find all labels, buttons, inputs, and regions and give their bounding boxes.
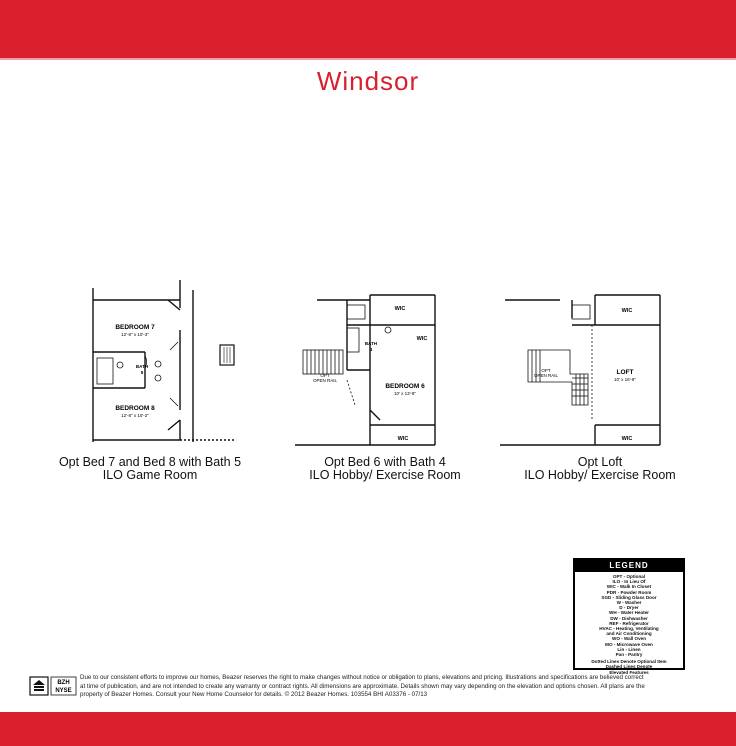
plan-caption-1-line-2: ILO Game Room [102,468,198,482]
room-label-wic-bottom: WIC [397,436,409,442]
plan-caption-3 [500,456,700,482]
plan-caption-1 [50,456,250,482]
room-label-loft: LOFT [616,369,634,376]
floor-plan-1 [80,270,245,450]
plan-caption-3-line-1: Opt Loft [577,455,623,469]
legend-note-dotted: Dotted Lines Denote Optional Item [591,659,667,665]
legal-disclaimer: Due to our consistent efforts to improve our homes, Beazer reserves the right to make changes without notice or obligation to plans, elevations and pricing. Illustrations and specifications are believed correct at time of publication, and are not intended to create any warranty or contract rights. All dimensions are approximate. Details shown may vary depending on the elevation and options chosen. All plans are the property of Beazer Homes. Consult your New Home Counselor for details. © 2012 Beazer Homes. 103554 BHI A03376 - 07/13 [80,674,645,699]
legend-item: Pan - Pantry [615,652,643,658]
room-number-bath-4: 4 [369,347,373,352]
plan-caption-2 [285,456,485,482]
floor-plan-3 [500,270,665,450]
logo-nyse-text: NYSE [55,688,72,694]
room-number-bath-5: 5 [140,370,144,375]
legend-item: and Air Conditioning [606,631,652,637]
top-banner-rule [0,58,736,60]
legend-item: Lin - Linen [617,646,641,652]
plan-caption-3-line-2: ILO Hobby/ Exercise Room [524,468,676,482]
legend-item: WH - Water Heater [609,610,649,616]
equal-housing-icon [30,677,48,695]
legend-item: D - Dryer [619,605,639,611]
room-label-wic-mid: WIC [416,336,428,342]
plan-caption-2-line-1: Opt Bed 6 with Bath 4 [324,455,446,469]
room-label-bedroom-7: BEDROOM 7 [115,324,155,331]
bottom-banner [0,712,736,746]
room-dim-bedroom-6: 10' x 13'-8" [393,391,417,396]
logo-bzh-text: BZH [57,680,70,686]
room-label-bath-5: BATH [135,364,149,369]
room-label-wic-bottom: WIC [621,436,633,442]
top-banner [0,0,736,58]
legend-item: HVAC - Heating, Ventilating [599,626,659,632]
legend-item: W - Washer [616,600,642,606]
legend-item: DW - Dishwasher [610,615,648,621]
legend-item: ILO - In Lieu Of [612,579,646,585]
plan-caption-1-line-1: Opt Bed 7 and Bed 8 with Bath 5 [58,455,242,469]
footer-logos [28,674,78,698]
legend-notes [575,659,683,675]
legend-item: OPT - Optional [612,574,646,579]
room-label-bath-4: BATH [364,341,378,346]
legend-item: SGD - Sliding Glass Door [601,594,657,600]
room-label-bedroom-6: BEDROOM 6 [385,383,425,390]
legend-item: WO - Wall Oven [611,636,647,642]
legend-item: PDR - Powder Room [606,589,652,595]
room-label-wic-top: WIC [394,306,406,312]
room-label-wic-top: WIC [621,308,633,314]
floor-plan-2 [295,270,445,450]
nyse-logo [51,677,76,695]
legend-item: REF - Refrigerator [609,620,649,626]
stair-label-open-rail: OPEN RAIL [312,378,338,383]
legend-item: MO - Microwave Oven [605,641,653,647]
room-dim-bedroom-7: 12'-8" x 10'-3" [121,332,149,337]
legend-title: LEGEND [575,560,683,572]
page-title: Windsor [316,66,420,96]
room-dim-bedroom-8: 12'-8" x 10'-2" [121,413,149,418]
legend-items [575,572,683,657]
stair-label-opt: OPT [320,373,330,378]
plan-caption-2-line-2: ILO Hobby/ Exercise Room [309,468,461,482]
room-dim-loft: 10' x 16'-8" [613,377,637,382]
legend-box [573,558,685,675]
stair-label-open-rail: OPEN RAIL [533,373,559,378]
legend-note-elevated: Elevated Features [609,669,649,675]
legend-item: WIC - Walk In Closet [606,584,652,590]
stair-label-opt: OPT [541,368,551,373]
legend-note-dashed: Dashed Lines Denote [605,664,653,670]
room-label-bedroom-8: BEDROOM 8 [115,405,155,412]
